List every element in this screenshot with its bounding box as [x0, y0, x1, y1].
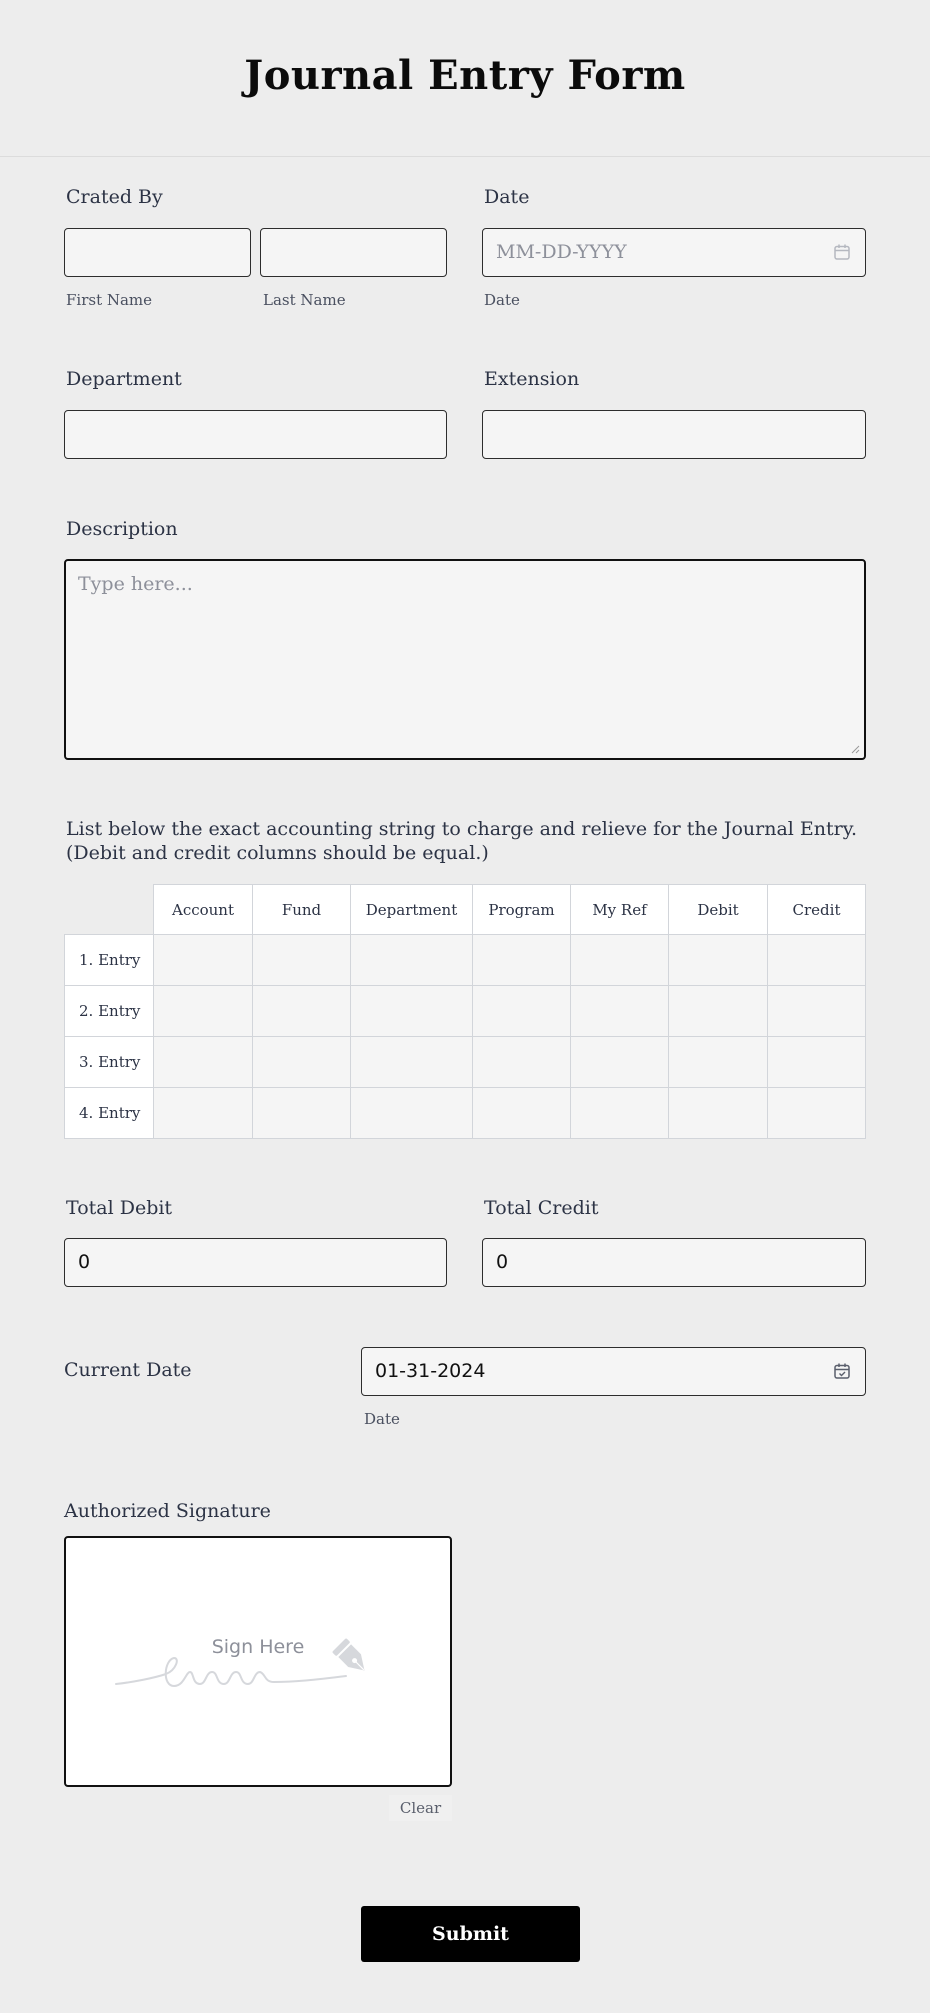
- table-cell-input[interactable]: [253, 1088, 351, 1139]
- department-input[interactable]: [64, 410, 447, 459]
- column-header: Fund: [253, 885, 351, 935]
- total-credit-input[interactable]: 0: [482, 1238, 866, 1287]
- table-cell-input[interactable]: [473, 1037, 571, 1088]
- signature-placeholder: Sign Here: [211, 1636, 305, 1658]
- column-header: Account: [154, 885, 253, 935]
- description-textarea[interactable]: [64, 559, 866, 760]
- table-cell-input[interactable]: [253, 986, 351, 1037]
- table-cell-input[interactable]: [154, 986, 253, 1037]
- table-cell-input[interactable]: [768, 1088, 866, 1139]
- table-cell-input[interactable]: [669, 935, 768, 986]
- last-name-sublabel: Last Name: [263, 291, 346, 309]
- table-cell-input[interactable]: [351, 1088, 473, 1139]
- table-cell-input[interactable]: [154, 935, 253, 986]
- table-instructions: [66, 817, 886, 865]
- form-header: [0, 0, 930, 157]
- table-cell-input[interactable]: [351, 935, 473, 986]
- first-name-input[interactable]: [64, 228, 251, 277]
- row-header: 2. Entry: [65, 986, 154, 1037]
- table-cell-input[interactable]: [154, 1088, 253, 1139]
- journal-entry-table: [64, 884, 866, 1139]
- table-cell-input[interactable]: [473, 935, 571, 986]
- column-header: My Ref: [571, 885, 669, 935]
- table-cell-input[interactable]: [669, 1037, 768, 1088]
- table-cell-input[interactable]: [768, 986, 866, 1037]
- table-cell-input[interactable]: [253, 935, 351, 986]
- form-title: Journal Entry Form: [244, 52, 686, 99]
- total-credit-label: Total Credit: [484, 1197, 599, 1219]
- submit-button[interactable]: Submit: [361, 1906, 580, 1962]
- last-name-input[interactable]: [260, 228, 447, 277]
- table-cell-input[interactable]: [571, 1037, 669, 1088]
- date-label: Date: [484, 186, 530, 208]
- description-label: Description: [66, 518, 178, 540]
- table-row: [65, 1088, 866, 1139]
- table-cell-input[interactable]: [473, 986, 571, 1037]
- table-cell-input[interactable]: [571, 935, 669, 986]
- column-header: Debit: [669, 885, 768, 935]
- current-date-input[interactable]: 01-31-2024: [361, 1347, 866, 1396]
- table-cell-input[interactable]: [669, 1088, 768, 1139]
- table-corner: [65, 885, 154, 935]
- table-row: [65, 1037, 866, 1088]
- table-header-row: [65, 885, 866, 935]
- created-by-label: Crated By: [66, 186, 163, 208]
- calendar-check-icon[interactable]: [833, 1362, 851, 1380]
- signature-label: Authorized Signature: [64, 1500, 271, 1522]
- table-cell-input[interactable]: [253, 1037, 351, 1088]
- extension-label: Extension: [484, 368, 580, 390]
- table-cell-input[interactable]: [571, 986, 669, 1037]
- first-name-sublabel: First Name: [66, 291, 153, 309]
- current-date-label: Current Date: [64, 1359, 192, 1381]
- table-cell-input[interactable]: [351, 986, 473, 1037]
- table-row: [65, 986, 866, 1037]
- instructions-line-1: List below the exact accounting string to charge and relieve for the Journal Entry.: [66, 818, 857, 840]
- column-header: Credit: [768, 885, 866, 935]
- table-cell-input[interactable]: [571, 1088, 669, 1139]
- current-date-sublabel: Date: [364, 1410, 400, 1428]
- extension-input[interactable]: [482, 410, 866, 459]
- table-row: [65, 935, 866, 986]
- date-input[interactable]: MM-DD-YYYY: [482, 228, 866, 277]
- calendar-icon[interactable]: [833, 243, 851, 261]
- signature-pad[interactable]: [64, 1536, 452, 1787]
- row-header: 3. Entry: [65, 1037, 154, 1088]
- total-debit-label: Total Debit: [66, 1197, 173, 1219]
- table-cell-input[interactable]: [669, 986, 768, 1037]
- signature-pen-icon: [114, 1628, 394, 1698]
- total-debit-input[interactable]: 0: [64, 1238, 447, 1287]
- resize-grip-icon[interactable]: [850, 744, 860, 754]
- clear-signature-button[interactable]: Clear: [389, 1795, 452, 1821]
- column-header: Department: [351, 885, 473, 935]
- table-cell-input[interactable]: [768, 935, 866, 986]
- table-cell-input[interactable]: [154, 1037, 253, 1088]
- table-cell-input[interactable]: [473, 1088, 571, 1139]
- row-header: 4. Entry: [65, 1088, 154, 1139]
- description-placeholder: Type here...: [78, 573, 193, 595]
- department-label: Department: [66, 368, 182, 390]
- instructions-line-2: (Debit and credit columns should be equal.): [66, 842, 489, 864]
- row-header: 1. Entry: [65, 935, 154, 986]
- date-sublabel: Date: [484, 291, 520, 309]
- table-cell-input[interactable]: [351, 1037, 473, 1088]
- column-header: Program: [473, 885, 571, 935]
- table-cell-input[interactable]: [768, 1037, 866, 1088]
